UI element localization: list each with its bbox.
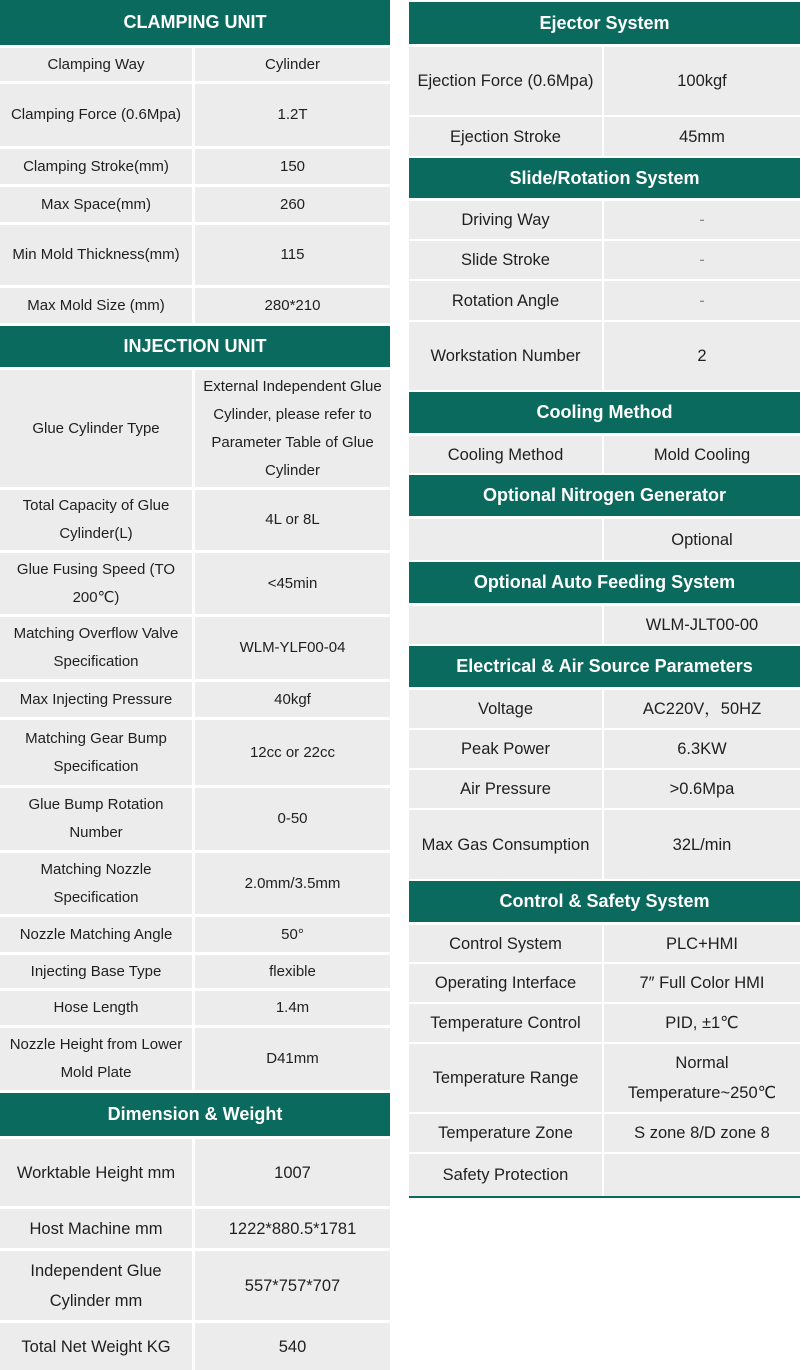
spec-value: 32L/min <box>604 810 800 879</box>
spec-value: 4L or 8L <box>195 490 390 550</box>
spec-label: Matching Gear Bump Specification <box>0 720 192 785</box>
spec-label: Nozzle Height from Lower Mold Plate <box>0 1028 192 1090</box>
spec-value: - <box>604 281 800 320</box>
section-header-slide-rotation <box>409 158 800 201</box>
spec-value: 1.4m <box>195 991 390 1025</box>
spec-value: External Independent Glue Cylinder, please refer to Parameter Table of Glue Cylinder <box>195 370 390 487</box>
spec-row <box>0 1028 390 1093</box>
section-title: CLAMPING UNIT <box>123 12 267 32</box>
spec-value: 6.3KW <box>604 730 800 768</box>
spec-value: - <box>604 201 800 239</box>
spec-row <box>409 322 800 392</box>
spec-row <box>409 1114 800 1154</box>
spec-row <box>0 149 390 187</box>
section-header-control-safety <box>409 881 800 925</box>
spec-value <box>604 1154 800 1196</box>
spec-label: Ejection Stroke <box>409 117 602 156</box>
section-header-cooling-method <box>409 392 800 436</box>
spec-value: 0-50 <box>195 788 390 850</box>
spec-row <box>409 519 800 562</box>
spec-label: Worktable Height mm <box>0 1139 192 1206</box>
spec-row <box>0 1323 390 1370</box>
spec-value: PLC+HMI <box>604 925 800 962</box>
spec-value: <45min <box>195 553 390 614</box>
spec-label: Glue Fusing Speed (TO 200℃) <box>0 553 192 614</box>
spec-row <box>0 48 390 84</box>
spec-value: S zone 8/D zone 8 <box>604 1114 800 1152</box>
spec-label: Control System <box>409 925 602 962</box>
spec-value: D41mm <box>195 1028 390 1090</box>
spec-label: Nozzle Matching Angle <box>0 917 192 952</box>
spec-value: 45mm <box>604 117 800 156</box>
spec-label: Glue Bump Rotation Number <box>0 788 192 850</box>
spec-label: Peak Power <box>409 730 602 768</box>
spec-row <box>0 1209 390 1251</box>
section-title: Electrical & Air Source Parameters <box>456 656 753 676</box>
spec-row <box>0 490 390 553</box>
spec-label: Rotation Angle <box>409 281 602 320</box>
section-title: Control & Safety System <box>499 891 710 911</box>
spec-label: Air Pressure <box>409 770 602 808</box>
spec-label: Ejection Force (0.6Mpa) <box>409 47 602 115</box>
spec-row <box>409 606 800 646</box>
spec-value: 40kgf <box>195 682 390 717</box>
spec-value: 540 <box>195 1323 390 1370</box>
spec-row <box>409 201 800 241</box>
spec-label: Total Capacity of Glue Cylinder(L) <box>0 490 192 550</box>
spec-row <box>0 991 390 1028</box>
spec-row <box>409 117 800 158</box>
spec-row <box>409 964 800 1004</box>
spec-row <box>0 720 390 788</box>
spec-row <box>0 955 390 991</box>
spec-value: 1.2T <box>195 84 390 146</box>
spec-value: PID, ±1℃ <box>604 1004 800 1042</box>
section-header-clamping-unit <box>0 0 390 48</box>
spec-row <box>409 770 800 810</box>
spec-label: Safety Protection <box>409 1154 602 1196</box>
section-title: INJECTION UNIT <box>123 336 267 356</box>
left-spec-column <box>0 0 390 1370</box>
section-title: Cooling Method <box>536 402 673 422</box>
spec-label: Operating Interface <box>409 964 602 1002</box>
spec-value: 7″ Full Color HMI <box>604 964 800 1002</box>
section-title: Optional Nitrogen Generator <box>482 485 727 505</box>
section-title: Ejector System <box>539 12 670 33</box>
spec-label <box>409 519 602 560</box>
spec-value: 260 <box>195 187 390 222</box>
section-title: Optional Auto Feeding System <box>473 572 736 592</box>
spec-value: 557*757*707 <box>195 1251 390 1320</box>
spec-label: Max Space(mm) <box>0 187 192 222</box>
spec-label: Temperature Control <box>409 1004 602 1042</box>
spec-label: Temperature Range <box>409 1044 602 1112</box>
section-header-nitrogen-generator <box>409 475 800 519</box>
spec-label: Glue Cylinder Type <box>0 370 192 487</box>
spec-value: AC220V，50HZ <box>604 690 800 728</box>
spec-label: Clamping Way <box>0 48 192 81</box>
spec-row <box>409 730 800 770</box>
spec-label: Clamping Force (0.6Mpa) <box>0 84 192 146</box>
spec-value: 50° <box>195 917 390 952</box>
spec-row <box>409 925 800 964</box>
spec-value: 1222*880.5*1781 <box>195 1209 390 1248</box>
spec-row <box>0 853 390 917</box>
spec-value: Cylinder <box>195 48 390 81</box>
spec-label: Hose Length <box>0 991 192 1025</box>
spec-value: 115 <box>195 225 390 285</box>
spec-label: Cooling Method <box>409 436 602 473</box>
spec-value: Normal Temperature~250℃ <box>604 1044 800 1112</box>
section-header-auto-feeding <box>409 562 800 606</box>
spec-label: Total Net Weight KG <box>0 1323 192 1370</box>
spec-row <box>409 436 800 475</box>
spec-value: Optional <box>604 519 800 560</box>
spec-label: Max Gas Consumption <box>409 810 602 879</box>
spec-label <box>409 606 602 644</box>
section-title: Dimension & Weight <box>107 1104 283 1124</box>
spec-row <box>0 84 390 149</box>
spec-row <box>409 1154 800 1198</box>
spec-label: Clamping Stroke(mm) <box>0 149 192 184</box>
section-header-injection-unit <box>0 326 390 370</box>
spec-value: 100kgf <box>604 47 800 115</box>
spec-value: Mold Cooling <box>604 436 800 473</box>
spec-value: 2 <box>604 322 800 390</box>
spec-value: - <box>604 241 800 279</box>
spec-row <box>409 281 800 322</box>
section-header-ejector-system <box>409 2 800 47</box>
spec-label: Matching Overflow Valve Specification <box>0 617 192 679</box>
spec-row <box>409 1004 800 1044</box>
spec-label: Host Machine mm <box>0 1209 192 1248</box>
spec-label: Max Mold Size (mm) <box>0 288 192 323</box>
spec-row <box>409 241 800 281</box>
spec-row <box>0 187 390 225</box>
spec-row <box>0 617 390 682</box>
spec-row <box>0 788 390 853</box>
spec-row <box>409 1044 800 1114</box>
spec-value: 1007 <box>195 1139 390 1206</box>
spec-label: Injecting Base Type <box>0 955 192 988</box>
spec-value: 2.0mm/3.5mm <box>195 853 390 914</box>
spec-row <box>0 370 390 490</box>
spec-row <box>0 682 390 720</box>
spec-label: Matching Nozzle Specification <box>0 853 192 914</box>
spec-row <box>0 225 390 288</box>
spec-label: Slide Stroke <box>409 241 602 279</box>
spec-row <box>409 47 800 117</box>
section-header-electrical-air <box>409 646 800 690</box>
spec-value: 280*210 <box>195 288 390 323</box>
spec-value: >0.6Mpa <box>604 770 800 808</box>
spec-value: WLM-YLF00-04 <box>195 617 390 679</box>
spec-label: Workstation Number <box>409 322 602 390</box>
spec-value: flexible <box>195 955 390 988</box>
spec-value: 150 <box>195 149 390 184</box>
spec-row <box>0 1139 390 1209</box>
spec-row <box>0 917 390 955</box>
spec-label: Max Injecting Pressure <box>0 682 192 717</box>
spec-value: 12cc or 22cc <box>195 720 390 785</box>
section-title: Slide/Rotation System <box>509 167 700 188</box>
spec-label: Independent Glue Cylinder mm <box>0 1251 192 1320</box>
spec-label: Driving Way <box>409 201 602 239</box>
spec-label: Temperature Zone <box>409 1114 602 1152</box>
spec-row <box>409 690 800 730</box>
spec-row <box>0 288 390 326</box>
spec-value: WLM-JLT00-00 <box>604 606 800 644</box>
spec-row <box>0 553 390 617</box>
spec-label: Min Mold Thickness(mm) <box>0 225 192 285</box>
spec-row <box>409 810 800 881</box>
spec-label: Voltage <box>409 690 602 728</box>
right-spec-column <box>409 0 800 1198</box>
spec-row <box>0 1251 390 1323</box>
section-header-dimension-weight <box>0 1093 390 1139</box>
